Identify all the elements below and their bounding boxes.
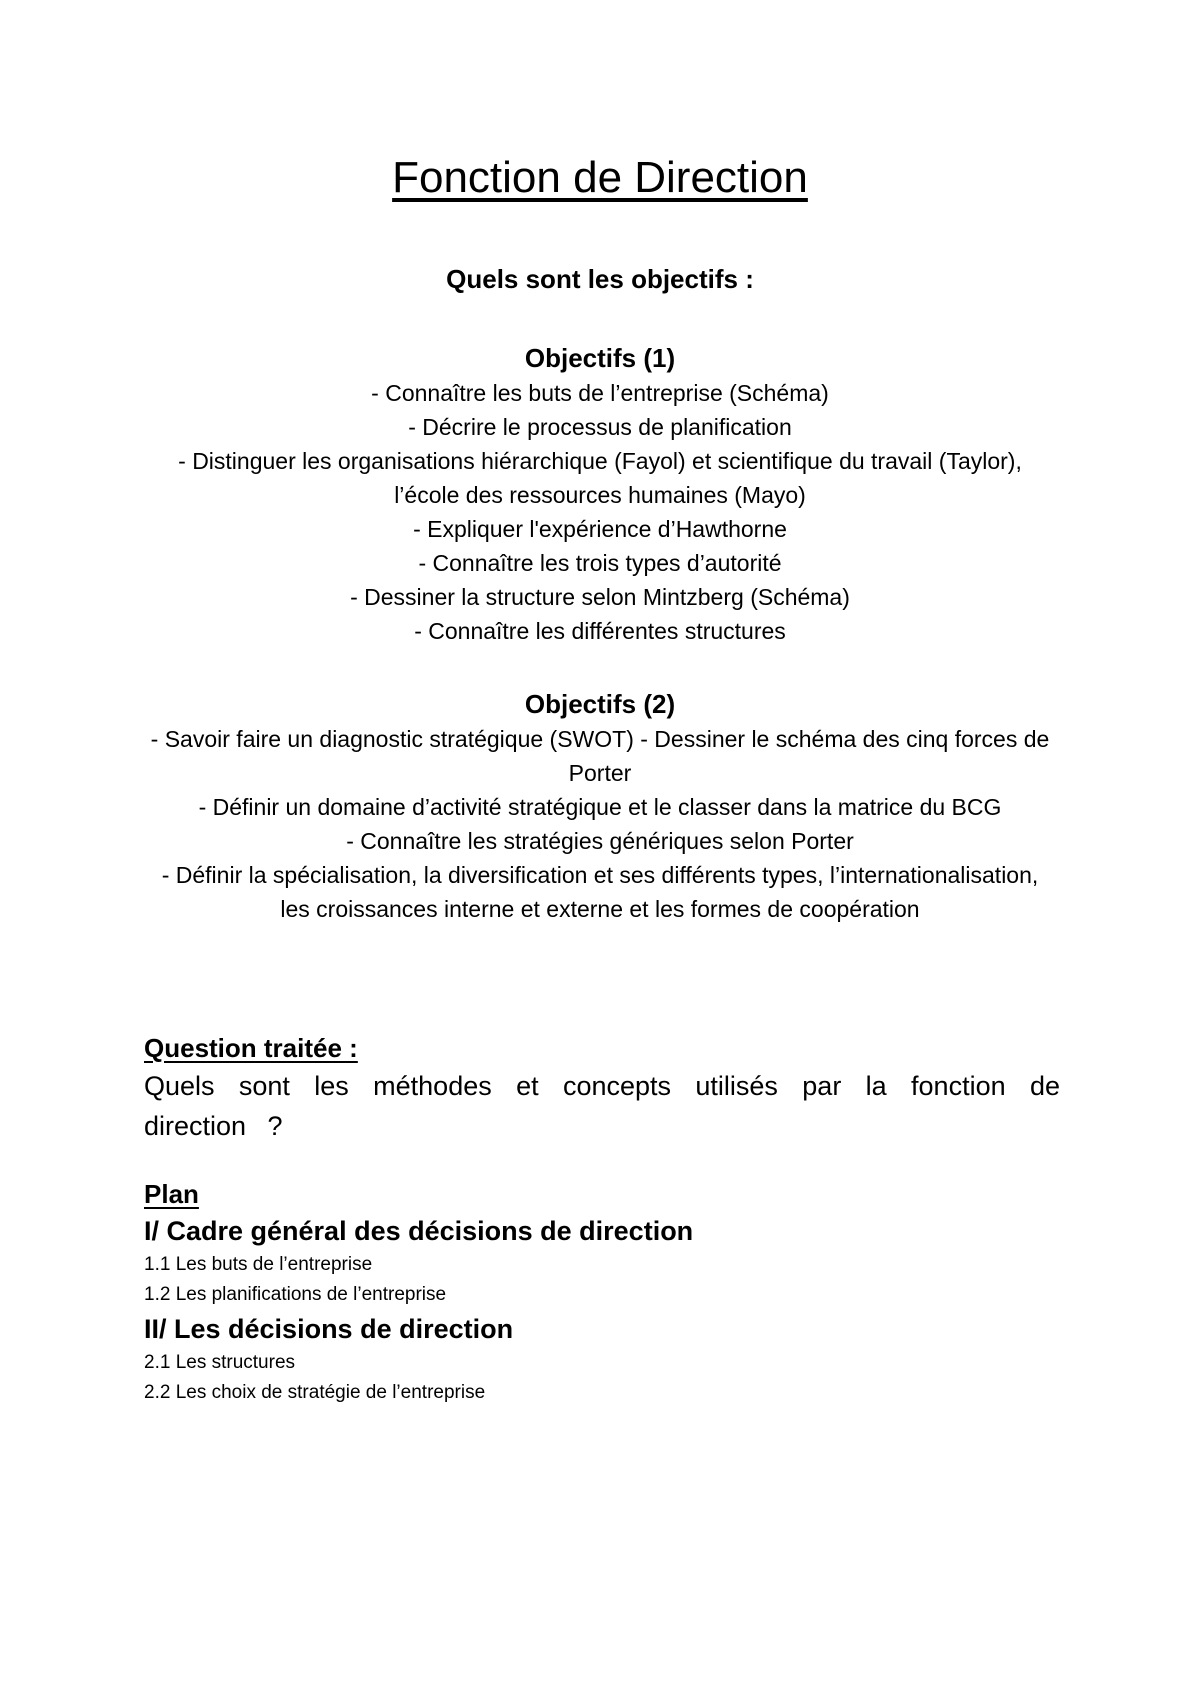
objective-item: - Définir un domaine d’activité stratégique et le classer dans la matrice du BCG (198, 794, 1002, 820)
plan-part-title: II/ Les décisions de direction (144, 1314, 514, 1344)
objectives-1-section (150, 340, 1050, 648)
plan-subsection: 1.2 Les planifications de l’entreprise (144, 1284, 447, 1305)
objectives-1-heading: Objectifs (1) (524, 343, 676, 373)
objectives-2-section (150, 686, 1050, 926)
objective-item: - Savoir faire un diagnostic stratégique (SWOT) - Dessiner le schéma des cinq forces de Porter (150, 726, 1050, 786)
objective-item: - Dessiner la structure selon Mintzberg (Schéma) (350, 584, 850, 610)
objective-item: - Connaître les différentes structures (414, 618, 786, 644)
objective-item: - Connaître les buts de l’entreprise (Schéma) (371, 380, 829, 406)
page-title: Fonction de Direction (392, 153, 808, 202)
objective-item: - Décrire le processus de planification (408, 414, 792, 440)
objective-item: - Connaître les trois types d’autorité (418, 550, 782, 576)
objective-item: - Connaître les stratégies génériques selon Porter (346, 828, 854, 854)
question-text: Quels sont les méthodes et concepts utilisés par la fonction de direction ? (144, 1071, 1060, 1141)
plan-subsection: 2.1 Les structures (144, 1352, 296, 1373)
objectives-question: Quels sont les objectifs : (446, 264, 754, 294)
objective-item: - Distinguer les organisations hiérarchique (Fayol) et scientifique du travail (Taylor), l’école des ressources humaines (Mayo) (178, 448, 1022, 508)
plan-section (144, 1176, 1060, 1408)
plan-label: Plan (144, 1179, 199, 1209)
plan-subsection: 2.2 Les choix de stratégie de l’entreprise (144, 1382, 486, 1403)
objectives-2-heading: Objectifs (2) (524, 689, 676, 719)
plan-subsection: 1.1 Les buts de l’entreprise (144, 1254, 373, 1275)
question-label: Question traitée : (144, 1033, 358, 1063)
question-section (144, 1030, 1060, 1146)
plan-part-title: I/ Cadre général des décisions de direction (144, 1216, 694, 1246)
objective-item: - Définir la spécialisation, la diversification et ses différents types, l’internationalisation, les croissances interne et externe et les formes de coopération (161, 862, 1039, 922)
objective-item: - Expliquer l'expérience d’Hawthorne (413, 516, 787, 542)
